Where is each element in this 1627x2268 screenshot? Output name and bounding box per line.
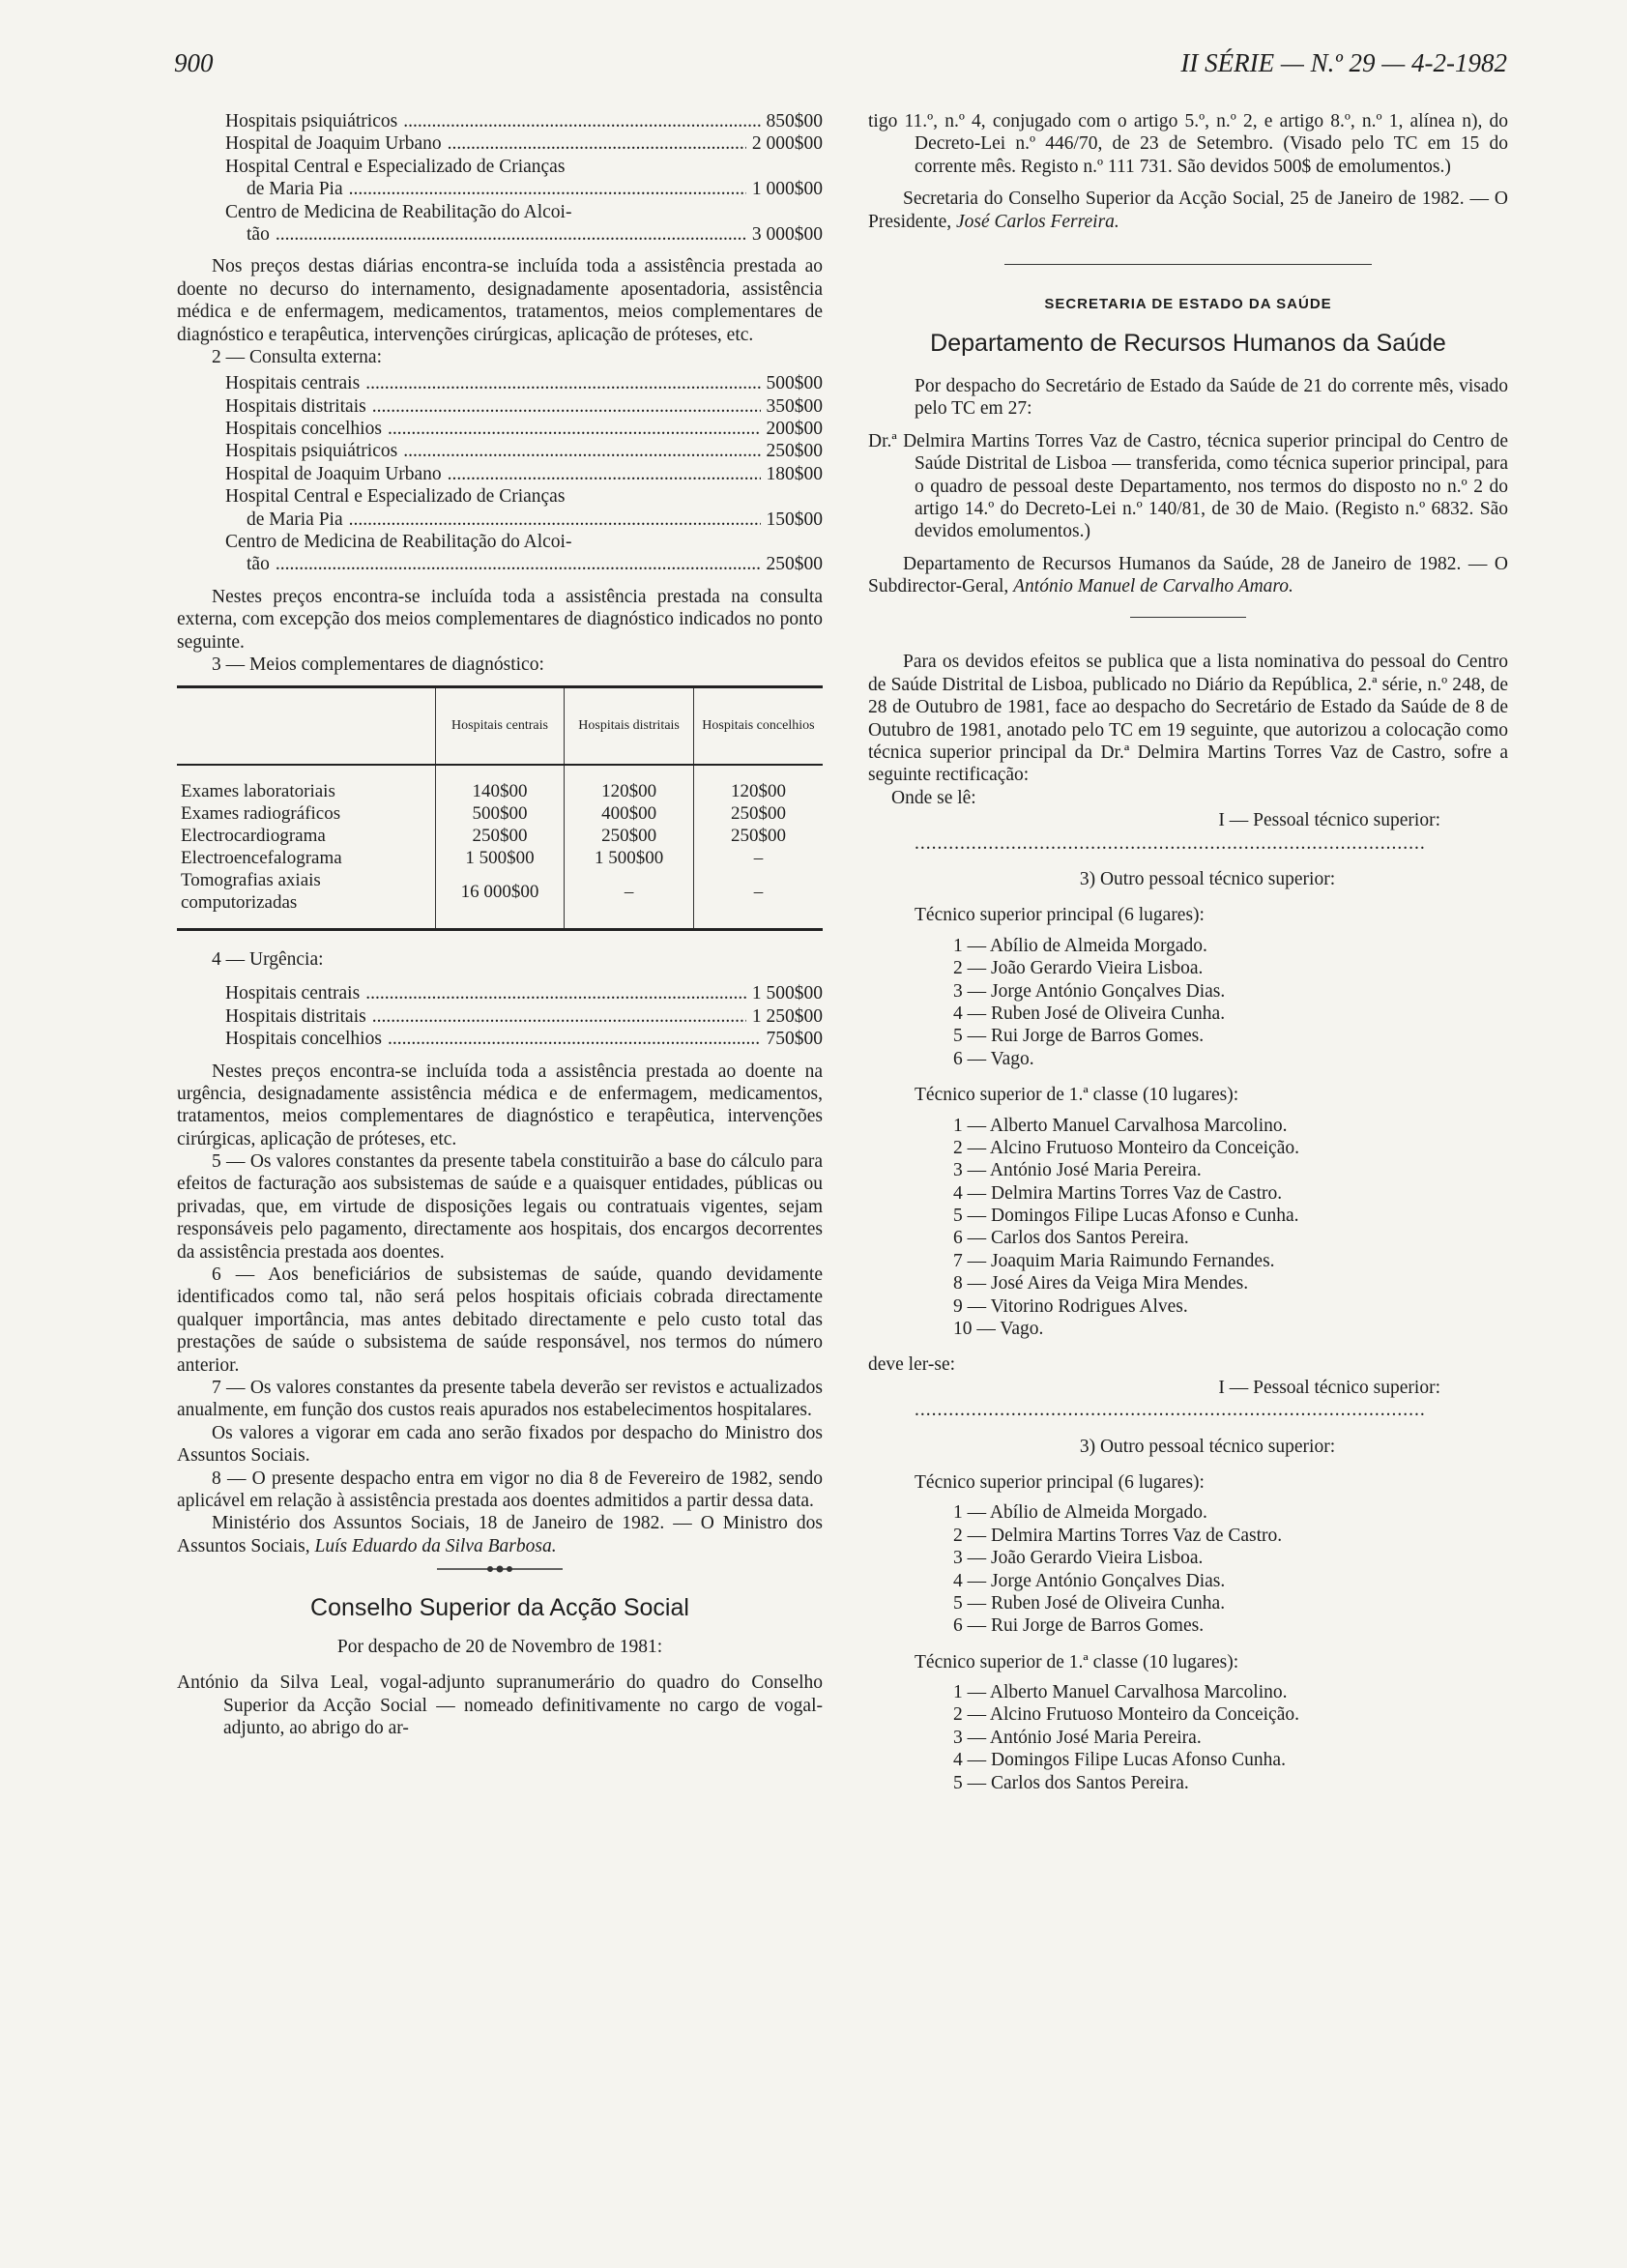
left-column bbox=[177, 110, 823, 1739]
list-item: 3 — António José Maria Pereira. bbox=[953, 1727, 1202, 1748]
rate-amount: 850$00 bbox=[766, 111, 823, 131]
leader-dots bbox=[349, 178, 746, 200]
department-title: Departamento de Recursos Humanos da Saúde bbox=[930, 329, 1446, 357]
rate-row bbox=[177, 509, 823, 531]
table-row bbox=[177, 826, 823, 848]
divider-rule bbox=[1004, 264, 1372, 265]
rate-label: tão bbox=[247, 554, 270, 575]
rate-label: Hospital Central e Especializado de Crianças bbox=[225, 486, 566, 508]
paragraph-lista: Para os devidos efeitos se publica que a lista nominativa do pessoal do Centro de Saúde Distrital de Lisboa, publicado no Diário da República, 2.ª série, n.º 248, de 28 de Outubro de 1981, face ao despacho do Secretário de Estado da Saúde de 8 de Outubro de 1981, anotado pelo TC em 19 seguinte, que autorizou a colocação como técnica superior principal da Dr.ª Delmira Martins Torres Vaz de Castro, sofre a seguinte rectificação: bbox=[868, 652, 1508, 786]
rate-label: Hospital Central e Especializado de Crianças bbox=[225, 156, 566, 177]
ornament-icon bbox=[437, 1564, 563, 1574]
table-row-label: Electroencefalograma bbox=[181, 848, 342, 869]
rate-label: Hospitais centrais bbox=[225, 373, 361, 394]
list-item: 2 — Delmira Martins Torres Vaz de Castro. bbox=[953, 1525, 1283, 1546]
leader-dots bbox=[388, 1028, 761, 1050]
rate-amount: 150$00 bbox=[766, 509, 823, 530]
table-cell: 400$00 bbox=[565, 803, 694, 826]
signature-text: Ministério dos Assuntos Sociais, 18 de Janeiro de 1982. — O Ministro dos Assuntos Sociais, bbox=[177, 1513, 823, 1556]
outro-title-2: 3) Outro pessoal técnico superior: bbox=[1079, 1436, 1336, 1457]
rate-amount: 350$00 bbox=[766, 395, 823, 417]
rate-amount: 750$00 bbox=[766, 1029, 823, 1050]
table-cell: 120$00 bbox=[565, 765, 694, 803]
rate-amount: 1 000$00 bbox=[751, 179, 823, 200]
list-item: 3 — Jorge António Gonçalves Dias. bbox=[953, 980, 1226, 1002]
paragraph-7: 7 — Os valores constantes da presente tabela deverão ser revistos e actualizados anualmente, em função dos custos reais apurados nos estabelecimentos hospitalares. bbox=[177, 1378, 823, 1421]
rate-row bbox=[177, 132, 823, 155]
list-item: 5 — Ruben José de Oliveira Cunha. bbox=[953, 1592, 1226, 1614]
table-cell: – bbox=[565, 870, 694, 929]
paragraph-8: 8 — O presente despacho entra em vigor no dia 8 de Fevereiro de 1982, sendo aplicável em relação à assistência prestada aos doentes admitidos a partir dessa data. bbox=[177, 1468, 823, 1511]
signature-secretaria bbox=[868, 188, 1508, 233]
paragraph-7b: Os valores a vigorar em cada ano serão fixados por despacho do Ministro dos Assuntos Sociais. bbox=[177, 1422, 823, 1467]
principal-title-2: Técnico superior principal (6 lugares): bbox=[915, 1471, 1205, 1493]
paragraph-leal: António da Silva Leal, vogal-adjunto supranumerário do quadro do Conselho Superior da Acção Social — nomeado definitivamente no cargo de vogal-adjunto, ao abrigo do ar- bbox=[177, 1672, 823, 1739]
list-item: 7 — Joaquim Maria Raimundo Fernandes. bbox=[953, 1250, 1275, 1271]
table-cell: 120$00 bbox=[693, 765, 823, 803]
rate-row bbox=[177, 178, 823, 200]
classe-list-2 bbox=[868, 1681, 1508, 1794]
rate-row bbox=[177, 440, 823, 462]
list-item: 4 — Jorge António Gonçalves Dias. bbox=[953, 1570, 1226, 1591]
leader-dots bbox=[365, 372, 760, 394]
table-header-row bbox=[177, 687, 823, 766]
rate-label: Hospitais concelhios bbox=[225, 1029, 382, 1050]
rate-label: Centro de Medicina de Reabilitação do Alcoi- bbox=[225, 532, 572, 553]
list-item: 9 — Vitorino Rodrigues Alves. bbox=[953, 1295, 1188, 1317]
leader-dots bbox=[372, 1005, 746, 1028]
leader-dots bbox=[276, 553, 761, 575]
rate-amount: 500$00 bbox=[766, 373, 823, 394]
rate-row bbox=[177, 553, 823, 575]
diagnostic-table bbox=[177, 685, 823, 931]
leader-dots bbox=[448, 463, 761, 485]
rate-label: Centro de Medicina de Reabilitação do Alcoi- bbox=[225, 201, 572, 222]
list-item: 2 — João Gerardo Vieira Lisboa. bbox=[953, 958, 1204, 979]
principal-list-2 bbox=[868, 1501, 1508, 1637]
list-item: 6 — Carlos dos Santos Pereira. bbox=[953, 1228, 1189, 1249]
table-cell: 140$00 bbox=[435, 765, 565, 803]
table-row bbox=[177, 870, 823, 929]
list-item: 8 — José Aires da Veiga Mira Mendes. bbox=[953, 1273, 1249, 1294]
rate-row bbox=[177, 1005, 823, 1028]
table-cell: 250$00 bbox=[435, 826, 565, 848]
table-row-label: Tomografias axiais computorizadas bbox=[181, 870, 321, 914]
rate-row bbox=[177, 418, 823, 440]
table-row-label: Exames laboratoriais bbox=[181, 781, 335, 802]
table-cell: 1 500$00 bbox=[435, 848, 565, 870]
rate-row bbox=[177, 223, 823, 246]
leader-dots bbox=[276, 223, 746, 246]
table-header-cell bbox=[177, 687, 435, 766]
rate-row bbox=[177, 982, 823, 1004]
rate-amount: 250$00 bbox=[766, 441, 823, 462]
consult-rates-list bbox=[177, 372, 823, 576]
paragraph-continuation: tigo 11.º, n.º 4, conjugado com o artigo 5.º, n.º 2, e artigo 8.º, n.º 1, alínea n), do Decreto-Lei n.º 446/70, de 23 de Setembro. (Visado pelo TC em 15 do corrente mês. Registo n.º 111 731. São devidos 500$ de emolumentos.) bbox=[868, 111, 1508, 177]
list-item: 2 — Alcino Frutuoso Monteiro da Conceição. bbox=[953, 1137, 1299, 1158]
rate-row bbox=[177, 463, 823, 485]
rate-label: Hospitais centrais bbox=[225, 983, 361, 1004]
section-2-title: 2 — Consulta externa: bbox=[212, 346, 383, 367]
rate-row bbox=[177, 110, 823, 132]
list-item: 6 — Vago. bbox=[953, 1048, 1034, 1069]
table-row-label: Electrocardiograma bbox=[181, 826, 326, 847]
rate-amount: 3 000$00 bbox=[751, 223, 823, 245]
leader-dots bbox=[365, 982, 746, 1004]
leader-dots bbox=[388, 418, 761, 440]
onde-se-le: Onde se lê: bbox=[891, 787, 976, 808]
rate-label: Hospitais distritais bbox=[225, 1005, 366, 1027]
paragraph-consult: Nestes preços encontra-se incluída toda a assistência prestada na consulta externa, com excepção dos meios complementares de diagnóstico indicados no ponto seguinte. bbox=[177, 586, 823, 653]
table-cell: 16 000$00 bbox=[435, 870, 565, 929]
rate-amount: 2 000$00 bbox=[751, 133, 823, 155]
paragraph-daily-rates: Nos preços destas diárias encontra-se incluída toda a assistência prestada ao doente no decurso do internamento, designadamente aposentadoria, assistência médica e de enfermagem, medicamentos, tratamentos, meios complementares de diagnóstico e terapêutica, intervenções cirúrgicas, aplicação de próteses, etc. bbox=[177, 256, 823, 345]
section-3-title: 3 — Meios complementares de diagnóstico: bbox=[212, 654, 544, 675]
list-item: 5 — Rui Jorge de Barros Gomes. bbox=[953, 1026, 1205, 1047]
despacho-secretario: Por despacho do Secretário de Estado da Saúde de 21 do corrente mês, visado pelo TC em 27: bbox=[915, 375, 1508, 420]
rate-label: tão bbox=[247, 223, 270, 245]
table-cell: – bbox=[693, 848, 823, 870]
list-item: 1 — Alberto Manuel Carvalhosa Marcolino. bbox=[953, 1115, 1288, 1136]
paragraph-5: 5 — Os valores constantes da presente tabela constituirão a base do cálculo para efeitos de facturação aos subsistemas de saúde e a quaisquer entidades, públicas ou privadas, que, em virtude de disposições legais ou contratuais vigentes, sejam responsáveis pelo pagamento, directamente aos hospitais, dos encargos decorrentes da assistência prestada aos doentes. bbox=[177, 1151, 823, 1263]
table-header-cell: Hospitais distritais bbox=[565, 687, 694, 766]
list-item: 4 — Delmira Martins Torres Vaz de Castro. bbox=[953, 1182, 1283, 1204]
rate-label: de Maria Pia bbox=[247, 509, 343, 530]
table-header-cell: Hospitais concelhios bbox=[693, 687, 823, 766]
right-column bbox=[868, 110, 1508, 1794]
signature-name: José Carlos Ferreira. bbox=[955, 211, 1119, 232]
divider-rule-short bbox=[1130, 617, 1246, 618]
leader-dots bbox=[403, 440, 760, 462]
rate-amount: 1 250$00 bbox=[751, 1005, 823, 1027]
list-item: 2 — Alcino Frutuoso Monteiro da Conceição. bbox=[953, 1704, 1299, 1726]
section-title-conselho: Conselho Superior da Acção Social bbox=[310, 1593, 689, 1621]
list-item: 4 — Domingos Filipe Lucas Afonso Cunha. bbox=[953, 1750, 1286, 1771]
table-cell: 1 500$00 bbox=[565, 848, 694, 870]
despacho-line: Por despacho de 20 de Novembro de 1981: bbox=[336, 1636, 663, 1657]
rate-amount: 250$00 bbox=[766, 554, 823, 575]
classe-list-1 bbox=[868, 1115, 1508, 1341]
deve-ler-se: deve ler-se: bbox=[868, 1354, 956, 1376]
list-item: 3 — João Gerardo Vieira Lisboa. bbox=[953, 1548, 1204, 1569]
list-item: 10 — Vago. bbox=[953, 1319, 1044, 1340]
leader-dots bbox=[403, 110, 760, 132]
list-item: 1 — Abílio de Almeida Morgado. bbox=[953, 935, 1207, 956]
table-cell: – bbox=[693, 870, 823, 929]
signature-department bbox=[868, 553, 1508, 598]
signature-text: Secretaria do Conselho Superior da Acção Social, 25 de Janeiro de 1982. — O Presidente, bbox=[868, 189, 1508, 232]
dots-line-2: .......................................................................................... bbox=[915, 1400, 1426, 1421]
leader-dots bbox=[372, 395, 761, 418]
list-item: 6 — Rui Jorge de Barros Gomes. bbox=[953, 1615, 1205, 1637]
table-cell: 250$00 bbox=[693, 826, 823, 848]
list-item: 5 — Domingos Filipe Lucas Afonso e Cunha. bbox=[953, 1206, 1299, 1227]
ornament-divider bbox=[177, 1563, 823, 1580]
classe-title-1: Técnico superior de 1.ª classe (10 lugares): bbox=[915, 1085, 1239, 1106]
outro-title-1: 3) Outro pessoal técnico superior: bbox=[1079, 868, 1336, 889]
principal-list-1 bbox=[868, 935, 1508, 1070]
rate-label: Hospitais psiquiátricos bbox=[225, 441, 398, 462]
signature-name: António Manuel de Carvalho Amaro. bbox=[1013, 576, 1293, 597]
rate-label: Hospital de Joaquim Urbano bbox=[225, 133, 442, 155]
table-row bbox=[177, 803, 823, 826]
rate-amount: 180$00 bbox=[766, 463, 823, 484]
table-cell: 250$00 bbox=[693, 803, 823, 826]
rate-label: Hospitais concelhios bbox=[225, 419, 382, 440]
signature-ministry bbox=[177, 1512, 823, 1557]
rate-amount: 200$00 bbox=[766, 419, 823, 440]
list-item: 1 — Alberto Manuel Carvalhosa Marcolino. bbox=[953, 1682, 1288, 1703]
principal-title-1: Técnico superior principal (6 lugares): bbox=[915, 905, 1205, 926]
rate-row bbox=[177, 395, 823, 418]
signature-name: Luís Eduardo da Silva Barbosa. bbox=[314, 1535, 557, 1556]
daily-rates-list bbox=[177, 110, 823, 246]
list-item: 3 — António José Maria Pereira. bbox=[953, 1160, 1202, 1181]
list-item: 5 — Carlos dos Santos Pereira. bbox=[953, 1772, 1189, 1793]
rate-row bbox=[177, 1028, 823, 1050]
rate-row bbox=[177, 372, 823, 394]
leader-dots bbox=[448, 132, 746, 155]
signature-text: Departamento de Recursos Humanos da Saúde, 28 de Janeiro de 1982. — O Subdirector-Geral, bbox=[868, 553, 1508, 597]
rate-label: Hospitais psiquiátricos bbox=[225, 111, 398, 131]
rate-label: de Maria Pia bbox=[247, 179, 343, 200]
rate-amount: 1 500$00 bbox=[751, 983, 823, 1004]
rate-label: Hospitais distritais bbox=[225, 395, 366, 417]
rate-label: Hospital de Joaquim Urbano bbox=[225, 463, 442, 484]
secretaria-heading: SECRETARIA DE ESTADO DA SAÚDE bbox=[1044, 295, 1332, 312]
series-header: II SÉRIE — N.º 29 — 4-2-1982 bbox=[1180, 48, 1507, 77]
section-4-title: 4 — Urgência: bbox=[212, 948, 324, 970]
table-row bbox=[177, 848, 823, 870]
table-row-label: Exames radiográficos bbox=[181, 803, 341, 825]
paragraph-castro: Dr.ª Delmira Martins Torres Vaz de Castro, técnica superior principal do Centro de Saúde Distrital de Lisboa — transferida, como técnica superior principal, para o quadro de pessoal deste Departamento, nos termos do disposto no n.º 2 do artigo 14.º do Decreto-Lei n.º 140/81, de 30 de Maio. (Registo n.º 6832. São devidos emolumentos.) bbox=[868, 430, 1508, 542]
urgency-rates-list bbox=[177, 982, 823, 1050]
table-header-cell: Hospitais centrais bbox=[435, 687, 565, 766]
table-row bbox=[177, 765, 823, 803]
paragraph-6: 6 — Aos beneficiários de subsistemas de saúde, quando devidamente identificados como tal, não será pelos hospitais oficiais cobrada directamente qualquer importância, mas antes debitado directamente e pelo custo total das prestações de saúde o subsistema de saúde responsável, nos termos do número anterior. bbox=[177, 1265, 823, 1376]
pessoal-title-2: I — Pessoal técnico superior: bbox=[1218, 1377, 1440, 1398]
leader-dots bbox=[349, 509, 761, 531]
dots-line-1: .......................................................................................... bbox=[915, 832, 1426, 854]
list-item: 4 — Ruben José de Oliveira Cunha. bbox=[953, 1003, 1226, 1024]
pessoal-title-1: I — Pessoal técnico superior: bbox=[1218, 810, 1440, 831]
table-cell: 250$00 bbox=[565, 826, 694, 848]
classe-title-2: Técnico superior de 1.ª classe (10 lugares): bbox=[915, 1651, 1239, 1672]
page-number: 900 bbox=[174, 48, 214, 77]
table-cell: 500$00 bbox=[435, 803, 565, 826]
list-item: 1 — Abílio de Almeida Morgado. bbox=[953, 1502, 1207, 1524]
paragraph-urgency: Nestes preços encontra-se incluída toda a assistência prestada ao doente na urgência, designadamente assistência médica e de enfermagem, medicamentos, tratamentos, meios complementares de diagnóstico e terapêutica, intervenções cirúrgicas, aplicação de próteses, etc. bbox=[177, 1061, 823, 1149]
